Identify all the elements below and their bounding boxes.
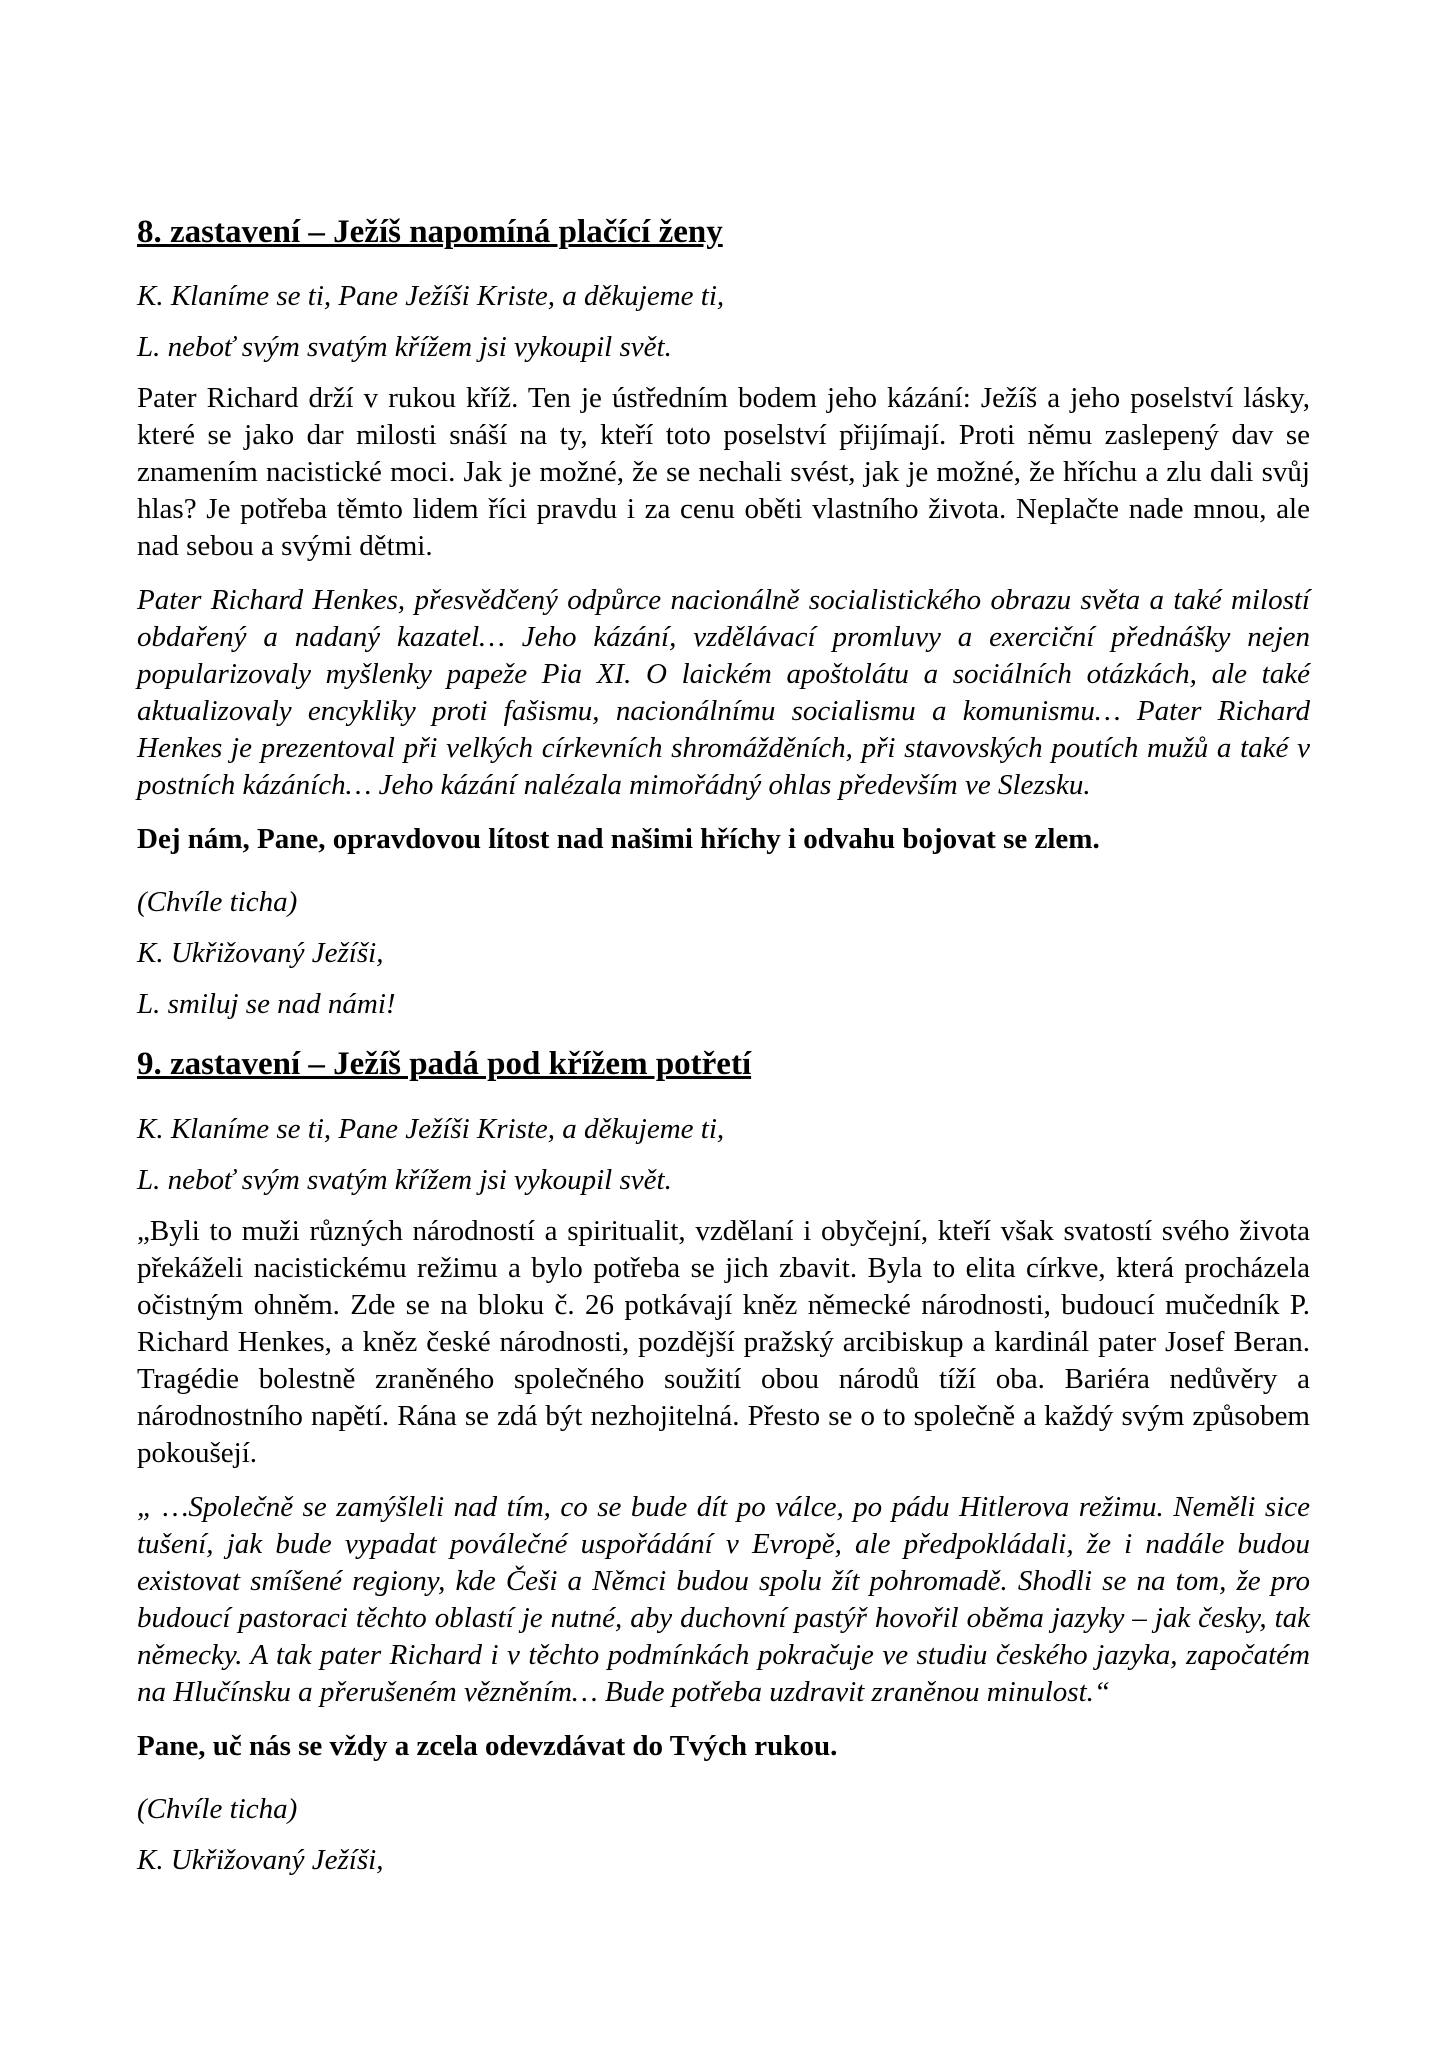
meditation-paragraph: „Byli to muži různých národností a spiritualit, vzdělaní i obyčejní, kteří však svatostí svého života překáželi nacistickému režimu a bylo potřeba se jich zbavit. Byla to elita církve, která procházela očistným ohněm. Zde se na bloku č. 26 potkávají kněz německé národnosti, budoucí mučedník P. Richard Henkes, a kněz české národnosti, pozdější pražský arcibiskup a kardinál pater Josef Beran. Tragédie bolestně zraněného společného soužití obou národů tíží oba. Bariéra nedůvěry a národnostního napětí. Rána se zdá být nezhojitelná. Přesto se o to společně a každý svým způsobem pokoušejí.: [137, 1214, 1310, 1469]
station-9-heading: 9. zastavení – Ježíš padá pod křížem potřetí: [137, 1046, 752, 1083]
station-9-section: [137, 1044, 1310, 1877]
meditation-paragraph: Pater Richard drží v rukou kříž. Ten je ústředním bodem jeho kázání: Ježíš a jeho poselství lásky, které se jako dar milosti snáší na ty, kteří toto poselství přijímají. Proti němu zaslepený dav se znamením nacistické moci. Jak je možné, že se nechali svést, jak je možné, že hříchu a zlu dali svůj hlas? Je potřeba těmto lidem říci pravdu i za cenu oběti vlastního života. Neplačte nade mnou, ale nad sebou a svými dětmi.: [137, 382, 1310, 563]
quotation-paragraph: Pater Richard Henkes, přesvědčený odpůrce nacionálně socialistického obrazu světa a také milostí obdařený a nadaný kazatel… Jeho kázání, vzdělávací promluvy a exerciční přednášky nejen popularizovaly myšlenky papeže Pia XI. O laickém apoštolátu a sociálních otázkách, ale také aktualizovaly encykliky proti fašismu, nacionálnímu socialismu a komunismu… Pater Richard Henkes je prezentoval při velkých církevních shromážděních, při stavovských poutích mužů a také v postních kázáních… Jeho kázání nalézala mimořádný ohlas především ve Slezsku.: [137, 584, 1310, 802]
silence-line: (Chvíle ticha): [137, 886, 298, 919]
response-line-k: K. Klaníme se ti, Pane Ježíši Kriste, a děkujeme ti,: [137, 280, 725, 313]
station-8-section: [137, 212, 1310, 1022]
response-line-l: L. neboť svým svatým křížem jsi vykoupil svět.: [137, 331, 672, 364]
closing-line-k: K. Ukřižovaný Ježíši,: [137, 937, 384, 970]
response-line-l: L. neboť svým svatým křížem jsi vykoupil svět.: [137, 1163, 672, 1196]
station-8-heading: 8. zastavení – Ježíš napomíná plačící ženy: [137, 214, 723, 250]
response-line-k: K. Klaníme se ti, Pane Ježíši Kriste, a děkujeme ti,: [137, 1112, 725, 1145]
silence-line: (Chvíle ticha): [137, 1792, 298, 1825]
quotation-paragraph: „ …Společně se zamýšleli nad tím, co se bude dít po válce, po pádu Hitlerova režimu. Neměli sice tušení, jak bude vypadat poválečné uspořádání v Evropě, ale předpokládali, že i nadále budou existovat smíšené regiony, kde Češi a Němci budou spolu žít pohromadě. Shodli se na tom, že pro budoucí pastoraci těchto oblastí je nutné, aby duchovní pastýř hovořil oběma jazyky – jak česky, tak německy. A tak pater Richard i v těchto podmínkách pokračuje ve studiu českého jazyka, započatém na Hlučínsku a přerušeném vězněním… Bude potřeba uzdravit zraněnou minulost.“: [137, 1490, 1310, 1708]
closing-line-l: L. smiluj se nad námi!: [137, 988, 396, 1021]
prayer-line: Pane, uč nás se vždy a zcela odevzdávat do Tvých rukou.: [137, 1729, 838, 1762]
closing-line-k: K. Ukřižovaný Ježíši,: [137, 1843, 384, 1876]
prayer-line: Dej nám, Pane, opravdovou lítost nad našimi hříchy i odvahu bojovat se zlem.: [137, 823, 1100, 856]
